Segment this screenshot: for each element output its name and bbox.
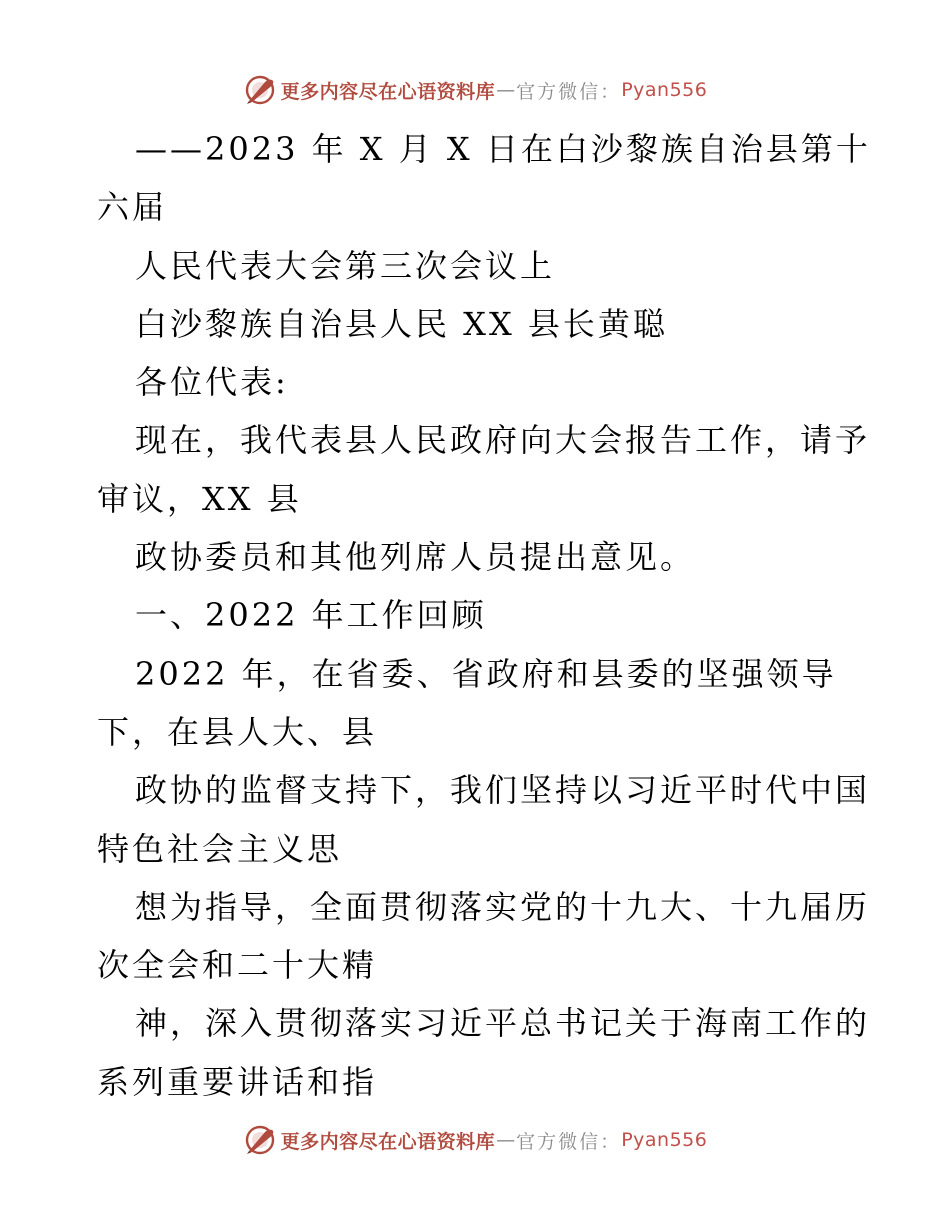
quill-pen-logo-icon xyxy=(243,73,277,107)
body-line: 神，深入贯彻落实习近平总书记关于海南工作的 xyxy=(135,1004,871,1043)
body-line: 政协委员和其他列席人员提出意见。 xyxy=(135,538,696,577)
banner-wechat-id: Pyan556 xyxy=(621,1129,708,1151)
body-line: 下，在县人大、县 xyxy=(97,712,378,751)
banner-wechat-label: 官方微信： xyxy=(516,1130,622,1153)
body-line: 各位代表: xyxy=(135,363,289,402)
body-line: 白沙黎族自治县人民 XX 县长黄聪 xyxy=(135,304,668,343)
banner-wechat-id: Pyan556 xyxy=(621,79,708,101)
body-line: 六届 xyxy=(97,188,168,227)
banner-main-text: 更多内容尽在心语资料库 xyxy=(280,80,496,103)
banner-wechat-label: 官方微信： xyxy=(516,80,622,103)
body-line: 次全会和二十大精 xyxy=(97,946,378,985)
banner-main-text: 更多内容尽在心语资料库 xyxy=(280,1130,496,1153)
body-line: 审议，XX 县 xyxy=(97,479,302,518)
body-line: 特色社会主义思 xyxy=(97,829,343,868)
document-body xyxy=(97,120,871,1111)
body-line: ——2023 年 X 月 X 日在白沙黎族自治县第十 xyxy=(135,130,871,168)
body-line: 系列重要讲话和指 xyxy=(97,1062,378,1101)
body-line: 想为指导，全面贯彻落实党的十九大、十九届历 xyxy=(135,887,871,926)
header-watermark-banner xyxy=(0,70,950,110)
banner-separator: — xyxy=(496,1129,516,1151)
banner-separator: — xyxy=(496,79,516,101)
footer-watermark-banner xyxy=(0,1120,950,1160)
quill-pen-logo-icon xyxy=(243,1123,277,1157)
body-line: 政协的监督支持下，我们坚持以习近平时代中国 xyxy=(135,771,871,810)
body-line: 2022 年，在省委、省政府和县委的坚强领导 xyxy=(135,654,837,693)
body-line: 现在，我代表县人民政府向大会报告工作，请予 xyxy=(135,421,871,460)
body-line: 人民代表大会第三次会议上 xyxy=(135,246,556,285)
section-heading: 一、2022 年工作回顾 xyxy=(135,596,487,635)
